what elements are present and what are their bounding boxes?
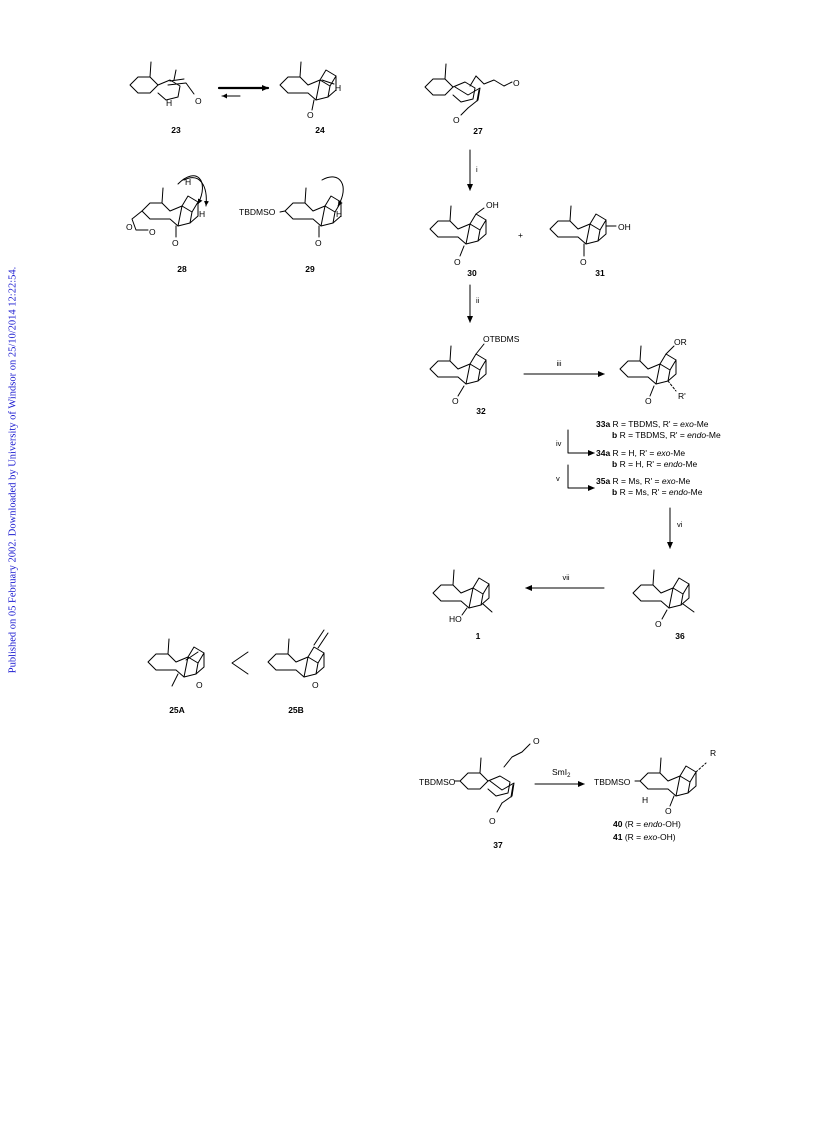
atom-O-30: O (454, 257, 461, 267)
atom-OH-30: OH (486, 200, 499, 210)
atom-O-23: O (195, 96, 202, 106)
atom-H-29: H (336, 209, 343, 219)
atom-OH-31: OH (618, 222, 631, 232)
legend-40: 40 (R = endo-OH) (613, 819, 681, 829)
structure-28 (132, 176, 206, 237)
atom-O-28-ketone: O (172, 238, 179, 248)
atom-O-37-ketone: O (489, 816, 496, 826)
structure-1 (433, 570, 492, 615)
atom-H-23: H (166, 98, 173, 108)
arrow-step-v (568, 465, 594, 488)
atom-O-28-dioxolane-a: O (126, 222, 133, 232)
atom-O-29: O (315, 238, 322, 248)
atom-H-28-a: H (185, 177, 192, 187)
atom-TBDMSO-29: TBDMSO (239, 207, 276, 217)
atom-Rp-33: R' (678, 391, 686, 401)
structure-31 (550, 206, 616, 256)
atom-O-40: O (665, 806, 672, 816)
atom-O-27-aldehyde: O (513, 78, 520, 88)
atom-H-40: H (642, 795, 649, 805)
atom-HO-1: HO (449, 614, 462, 624)
legend-33a: 33a R = TBDMS, R' = exo-Me (596, 419, 709, 429)
atom-O-27-ketone: O (453, 115, 460, 125)
atom-O-28-dioxolane-b: O (149, 227, 156, 237)
atom-O-33: O (645, 396, 652, 406)
atom-R-40: R (710, 748, 717, 758)
legend-34b: b R = H, R' = endo-Me (612, 459, 698, 469)
label-30: 30 (467, 268, 477, 278)
label-25A: 25A (169, 705, 185, 715)
legend-41: 41 (R = exo-OH) (613, 832, 676, 842)
structure-36 (633, 570, 694, 619)
legend-33b: b R = TBDMS, R' = endo-Me (612, 430, 721, 440)
structure-23 (130, 62, 194, 100)
atom-O-31: O (580, 257, 587, 267)
atom-O-36: O (655, 619, 662, 629)
arrow-step-iv (568, 430, 594, 453)
structure-25B (268, 630, 328, 677)
step-v: v (556, 474, 560, 483)
label-32: 32 (476, 406, 486, 416)
step-i: i (476, 165, 478, 174)
step-vi: vi (677, 520, 683, 529)
structure-37 (455, 744, 530, 812)
legend-34a: 34a R = H, R' = exo-Me (596, 448, 686, 458)
atom-OTBDMS-32: OTBDMS (483, 334, 520, 344)
step-iv: iv (556, 439, 562, 448)
atom-O-25A: O (196, 680, 203, 690)
atom-TBDMSO-40: TBDMSO (594, 777, 631, 787)
label-24: 24 (315, 125, 325, 135)
atom-TBDMSO-37: TBDMSO (419, 777, 456, 787)
structure-24 (280, 62, 336, 110)
atom-O-24: O (307, 110, 314, 120)
structure-25A (148, 639, 204, 686)
atom-H-28-b: H (199, 209, 206, 219)
label-1: 1 (475, 631, 481, 641)
structure-29 (280, 177, 343, 237)
label-28: 28 (177, 264, 187, 274)
atom-OR-33: OR (674, 337, 687, 347)
label-29: 29 (305, 264, 315, 274)
label-31: 31 (595, 268, 605, 278)
structure-27 (425, 64, 512, 115)
legend-35b: b R = Ms, R' = endo-Me (612, 487, 703, 497)
step-vii: vii (562, 573, 570, 582)
step-ii: ii (476, 296, 480, 305)
label-36: 36 (675, 631, 685, 641)
label-25B: 25B (288, 705, 304, 715)
atom-H-24: H (335, 83, 342, 93)
structure-33 (620, 346, 676, 396)
atom-O-32: O (452, 396, 459, 406)
reagent-smi2: SmI$_2$ (552, 767, 571, 779)
structure-32 (430, 344, 486, 396)
less-than-sign (232, 652, 248, 674)
plus-sign: + (518, 230, 523, 240)
label-23: 23 (171, 125, 181, 135)
atom-O-37-aldehyde: O (533, 736, 540, 746)
atom-O-25B: O (312, 680, 319, 690)
published-note: Published on 05 February 2002. Downloaded by University of Windsor on 25/10/2014 12:22:54. (7, 266, 19, 674)
label-27: 27 (473, 126, 483, 136)
label-37: 37 (493, 840, 503, 850)
legend-35a: 35a R = Ms, R' = exo-Me (596, 476, 691, 486)
step-iii: iii (556, 359, 562, 368)
structure-30 (430, 206, 486, 256)
